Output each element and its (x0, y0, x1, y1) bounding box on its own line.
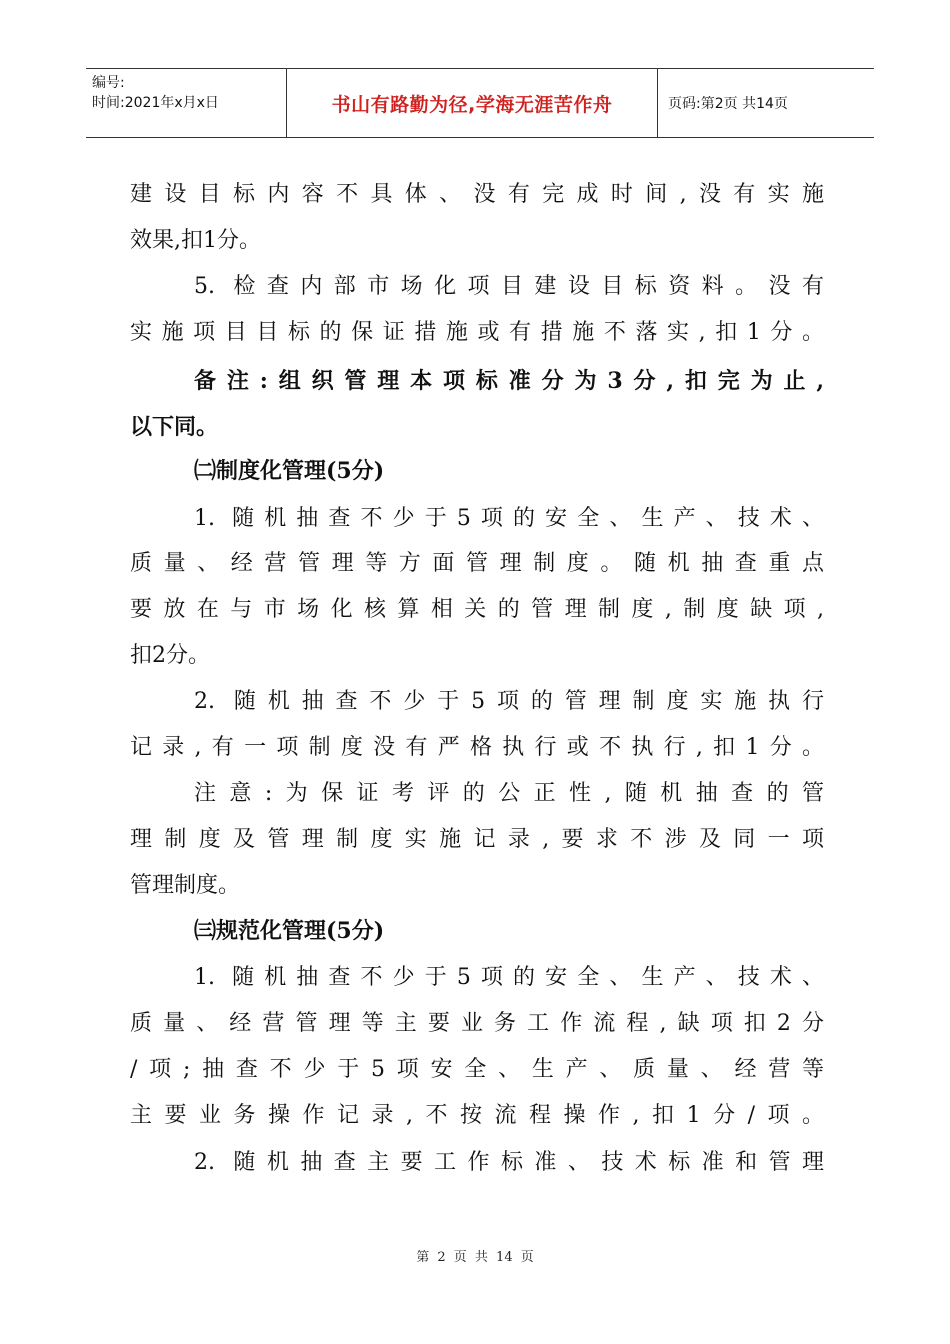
text-line: 建设目标内容不具体、没有完成时间,没有实施 (130, 182, 824, 207)
text-line: 记录,有一项制度没有严格执行或不执行,扣1分。 (130, 735, 824, 760)
text-line: 质量、经营管理等主要业务工作流程,缺项扣2分 (130, 1011, 824, 1036)
text-line: /项;抽查不少于5项安全、生产、质量、经营等 (130, 1057, 824, 1082)
text-line: 注意:为保证考评的公正性,随机抽查的管 (194, 781, 824, 806)
text-line: 1. 随机抽查不少于5项的安全、生产、技术、 (194, 965, 824, 990)
document-time-label: 时间:2021年x月x日 (92, 95, 219, 111)
text-line: 理制度及管理制度实施记录,要求不涉及同一项 (130, 827, 824, 852)
text-line: 5. 检查内部市场化项目建设目标资料。没有 (194, 274, 824, 299)
section-heading: ㈢规范化管理(5分) (194, 918, 385, 944)
document-number-label: 编号: (92, 75, 125, 91)
note-line: 以下同。 (130, 414, 219, 440)
text-line: 管理制度。 (130, 873, 241, 898)
header-page-number: 页码:第2页 共14页 (668, 96, 788, 112)
header-meta (86, 69, 286, 137)
text-line: 2. 随机抽查主要工作标准、技术标准和管理 (194, 1150, 824, 1175)
text-line: 2. 随机抽查不少于5项的管理制度实施执行 (194, 689, 824, 714)
note-line: 备注:组织管理本项标准分为3分,扣完为止, (194, 368, 824, 394)
text-line: 效果,扣1分。 (130, 228, 261, 253)
text-line: 扣2分。 (130, 643, 210, 668)
header-motto: 书山有路勤为径,学海无涯苦作舟 (286, 69, 658, 137)
text-line: 质量、经营管理等方面管理制度。随机抽查重点 (130, 551, 824, 576)
text-line: 主要业务操作记录,不按流程操作,扣1分/项。 (130, 1103, 824, 1128)
page-header (86, 68, 874, 138)
section-heading: ㈡制度化管理(5分) (194, 458, 385, 484)
page-footer: 第 2 页 共 14 页 (416, 1250, 534, 1265)
text-line: 要放在与市场化核算相关的管理制度,制度缺项, (130, 597, 824, 622)
text-line: 1. 随机抽查不少于5项的安全、生产、技术、 (194, 506, 824, 531)
text-line: 实施项目目标的保证措施或有措施不落实,扣1分。 (130, 320, 824, 345)
